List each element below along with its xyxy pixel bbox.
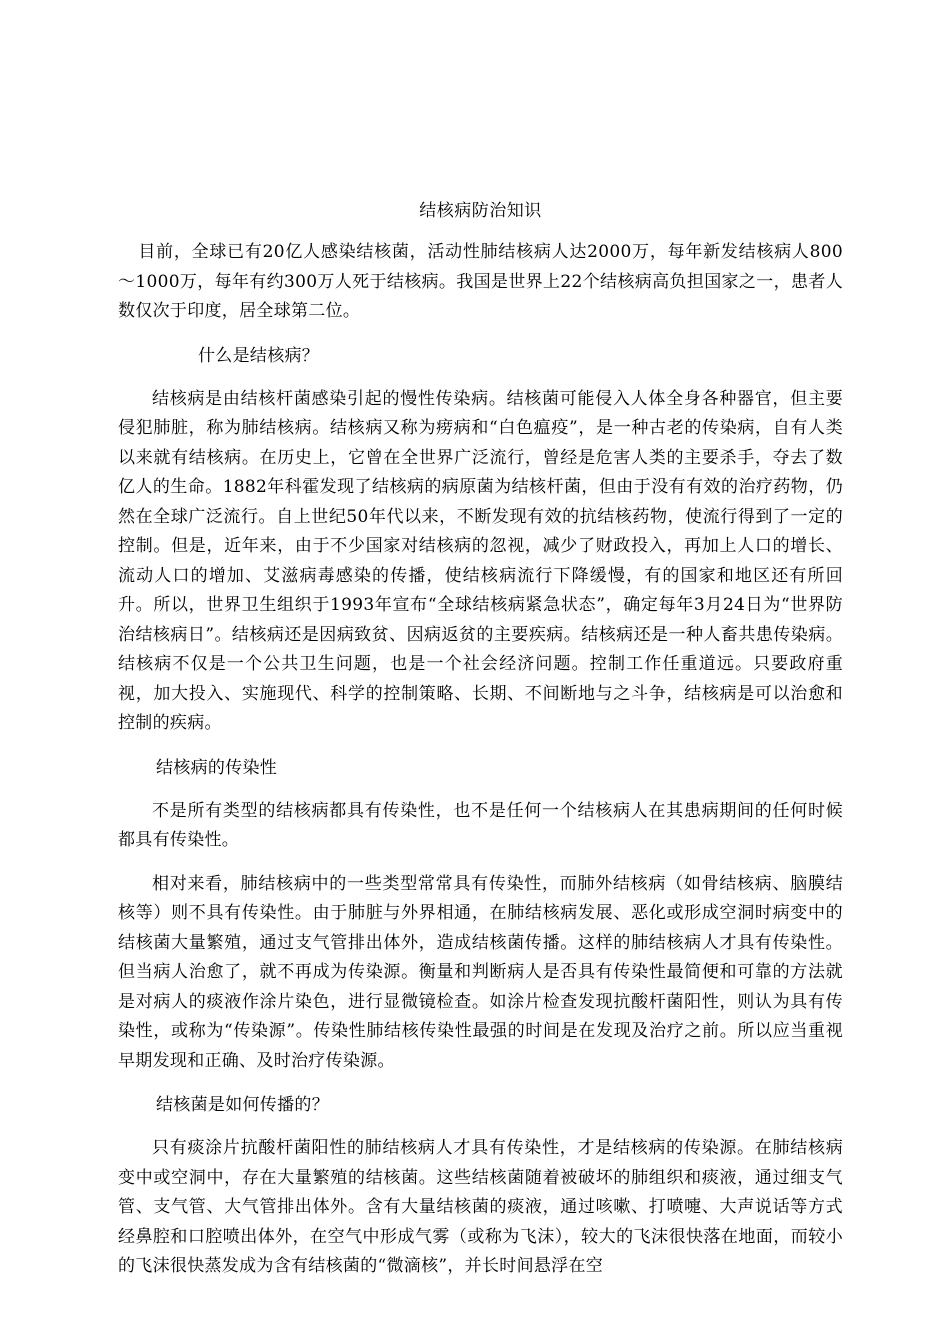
section-heading-transmission: 结核菌是如何传播的？ [156,1095,329,1115]
section-paragraph: 结核病是由结核杆菌感染引起的慢性传染病。结核菌可能侵入人体全身各种器官，但主要侵犯肺脏，称为肺结核病。结核病又称为痨病和“白色瘟疫”，是一种古老的传染病，自有人类以来就有结核病。在历史上，它曾在全世界广泛流行，曾经是危害人类的主要杀手，夺去了数亿人的生命。1882年科霍发现了结核病的病原菌为结核杆菌，但由于没有有效的治疗药物，仍然在全球广泛流行。自上世纪50年代以来，不断发现有效的抗结核药物，使流行得到了一定的控制。但是，近年来，由于不少国家对结核病的忽视，减少了财政投入，再加上人口的增长、流动人口的增加、艾滋病毒感染的传播，使结核病流行下降缓慢，有的国家和地区还有所回升。所以，世界卫生组织于1993年宣布“全球结核病紧急状态”，确定每年3月24日为“世界防治结核病日”。结核病还是因病致贫、因病返贫的主要疾病。结核病还是一种人畜共患传染病。结核病不仅是一个公共卫生问题，也是一个社会经济问题。控制工作任重道远。只要政府重视，加大投入、实施现代、科学的控制策略、长期、不间断地与之斗争，结核病是可以治愈和控制的疾病。 [118,388,843,733]
section-heading-what-is-tb: 什么是结核病？ [198,345,320,366]
section-paragraph: 相对来看，肺结核病中的一些类型常常具有传染性，而肺外结核病（如骨结核病、脑膜结核等）则不具有传染性。由于肺脏与外界相通，在肺结核病发展、恶化或形成空洞时病变中的结核菌大量繁殖，通过支气管排出体外，造成结核菌传播。这样的肺结核病人才具有传染性。但当病人治愈了，就不再成为传染源。衡量和判断病人是否具有传染性最简便和可靠的方法就是对病人的痰液作涂片染色，进行显微镜检查。如涂片检查发现抗酸杆菌阳性，则认为具有传染性，或称为“传染源”。传染性肺结核传染性最强的时间是在发现及治疗之前。所以应当重视早期发现和正确、及时治疗传染源。 [118,873,843,1071]
document-page [118,196,843,1296]
section-paragraph: 不是所有类型的结核病都具有传染性，也不是任何一个结核病人在其患病期间的任何时候都具有传染性。 [118,800,843,850]
section-heading-infectivity: 结核病的传染性 [156,757,278,778]
document-title: 结核病防治知识 [419,201,542,221]
intro-paragraph: 目前，全球已有20亿人感染结核菌，活动性肺结核病人达2000万，每年新发结核病人800～1000万，每年有约300万人死于结核病。我国是世界上22个结核病高负担国家之一，患者人数仅次于印度，居全球第二位。 [118,242,843,321]
section-paragraph: 只有痰涂片抗酸杆菌阳性的肺结核病人才具有传染性，才是结核病的传染源。在肺结核病变中或空洞中，存在大量繁殖的结核菌。这些结核菌随着被破坏的肺组织和痰液，通过细支气管、支气管、大气管排出体外。含有大量结核菌的痰液，通过咳嗽、打喷嚏、大声说话等方式经鼻腔和口腔喷出体外，在空气中形成气雾（或称为飞沫），较大的飞沫很快落在地面，而较小的飞沫很快蒸发成为含有结核菌的“微滴核”，并长时间悬浮在空 [118,1138,843,1276]
